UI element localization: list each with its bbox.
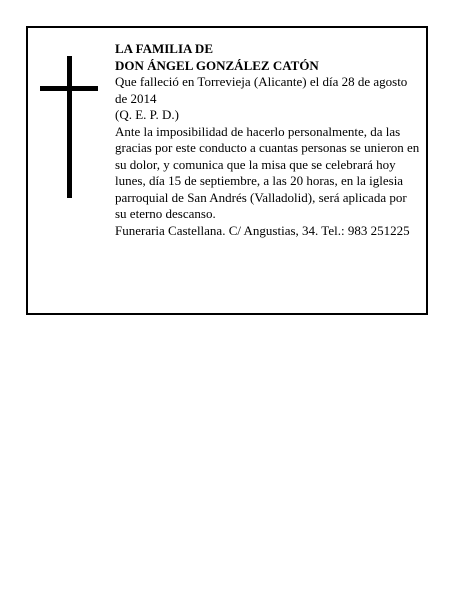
message-text: Ante la imposibilidad de hacerlo personalmente, da las gracias por este conducto a cuantas personas se unieron en su dolor, y comunica que la misa que se celebrará hoy lunes, día 15 de septiembre, a las 20 horas, en la iglesia parroquial de San Andrés (Valladolid), será aplicada por su eterno descanso.: [115, 123, 420, 221]
latin-cross-icon: [40, 56, 98, 198]
notice-text: [115, 41, 421, 239]
obituary-notice: [26, 26, 428, 315]
funeral-home-text: Funeraria Castellana. C/ Angustias, 34. Tel.: 983 251225: [115, 222, 410, 238]
cross-horizontal-bar: [40, 86, 98, 91]
notice-heading-line1: LA FAMILIA DE: [115, 41, 213, 56]
notice-heading-line2: DON ÁNGEL GONZÁLEZ CATÓN: [115, 57, 319, 73]
rip-text: (Q. E. P. D.): [115, 107, 179, 122]
death-info: Que falleció en Torrevieja (Alicante) el día 28 de agosto de 2014: [115, 74, 408, 106]
cross-vertical-bar: [67, 56, 72, 198]
